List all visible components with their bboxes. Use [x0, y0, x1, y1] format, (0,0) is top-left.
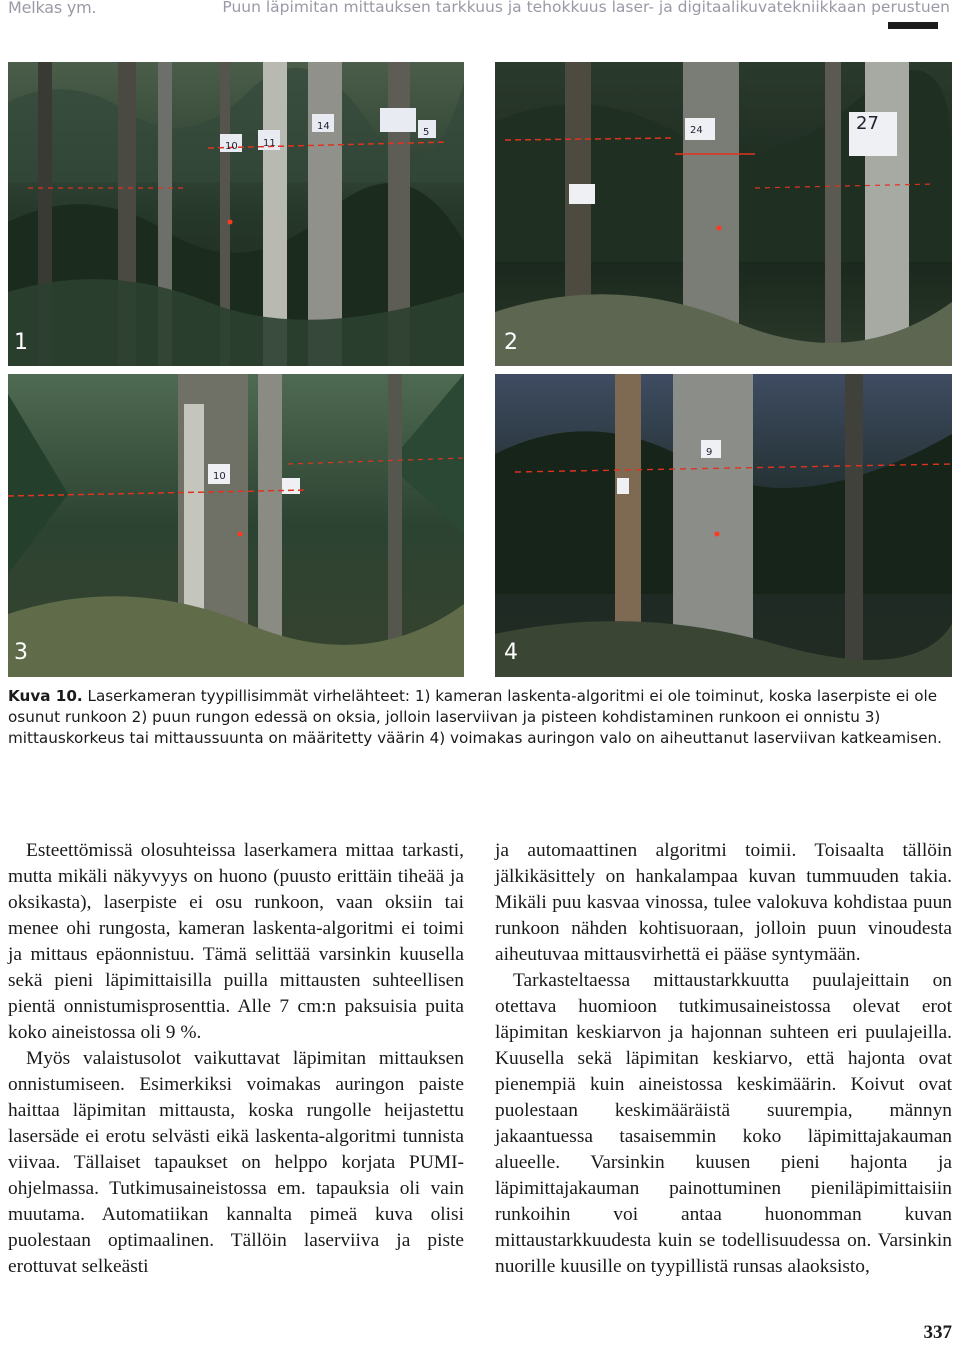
paragraph: Tarkasteltaessa mittaustarkkuutta puulajeittain on otettava huomioon tutkimusaineistossa olevat erot läpimitan keskiarvon ja hajonnan suhteen eri puulajeilla. Kuusella sekä läpimitan keskiarvo, että hajonta ovat pienempiä kuin aineistossa keskimäärin. Koivut ovat puolestaan keskimääräistä suurempia, männyn jakaantuessa tasaisemmin koko läpimittajakauman alueelle. Varsinkin kuusen pieni hajonta ja läpimittajakauman painottuminen pieniläpimittaisiin runkoihin voi antaa huonomman kuvan mittaustarkkuudesta kuin se todellisuudessa on. Varsinkin nuorille kuusille on tyypillistä runsas alaoksisto,: [495, 970, 952, 1277]
figure-caption: [8, 686, 954, 749]
tree-number-tag: 14: [317, 121, 330, 132]
page-number: 337: [923, 1322, 952, 1343]
running-header-authors: Melkas ym.: [8, 0, 97, 17]
tree-number-tag: 27: [856, 113, 879, 134]
body-column-right: [495, 838, 952, 1280]
paragraph: Myös valaistusolot vaikuttavat läpimitan mittauksen onnistumiseen. Esimerkiksi voimakas auringon paiste haittaa läpimitan mittausta, koska rungolle heijastettu lasersäde ei erotu selvästi eikä laskenta-algoritmi tunnista viivaa. Tällaiset tapaukset on helppo korjata PUMI-ohjelmassa. Tutkimusaineistossa em. tapauksia oli vain muutama. Automatiikan kannalta pimeä kuva olisi puolestaan optimaalinen. Tällöin laserviiva ja piste erottuvat selkeästi: [8, 1048, 464, 1277]
paragraph: Esteettömissä olosuhteissa laserkamera mittaa tarkasti, mutta mikäli näkyvyys on huono (puusto erittäin tiheää ja oksikasta), laserpiste ei osu runkoon, vaan oksiin tai menee ohi rungosta, kameran laskenta-algoritmi ei toimi ja mittaus epäonnistuu. Tämä selittää varsinkin kuusella sekä pieni läpimittaisilla puilla mittausten suhteellisen pientä onnistumisprosenttia. Alle 7 cm:n paksuisia puita koko aineistossa oli 9 %.: [8, 840, 464, 1043]
running-header-title: Puun läpimitan mittauksen tarkkuus ja tehokkuus laser- ja digitaalikuvatekniikkaan perustuen: [222, 0, 950, 16]
panel-number-1: 1: [14, 330, 28, 355]
panel-number-4: 4: [504, 640, 518, 665]
tree-number-tag: 9: [706, 447, 713, 458]
tree-number-tag: 10: [213, 471, 226, 482]
tree-number-tag: 10: [225, 141, 238, 152]
photo-panel-2: [495, 62, 952, 366]
body-column-left: [8, 838, 464, 1280]
tree-number-tag: 24: [690, 125, 703, 136]
tree-number-tag: 11: [263, 138, 276, 149]
photo-panel-4: [495, 374, 952, 677]
figure-caption-label: Kuva 10.: [8, 687, 83, 705]
tree-number-tag: 5: [423, 127, 430, 138]
panel-number-3: 3: [14, 640, 28, 665]
figure-caption-text: Laserkameran tyypillisimmät virhelähteet: 1) kameran laskenta-algoritmi ei ole toiminut, koska laserpiste ei ole osunut runkoon 2) puun rungon edessä on oksia, jolloin laserviivan ja pisteen kohdistaminen runkoon ei onnistu 3) mittauskorkeus tai mittaussuunta on määritetty väärin 4) voimakas auringon valo on aiheuttanut laserviivan katkeamisen.: [8, 687, 943, 747]
header-rule: [888, 22, 938, 29]
photo-panel-1: [8, 62, 464, 366]
photo-panel-3: [8, 374, 464, 677]
panel-number-2: 2: [504, 330, 518, 355]
paragraph: ja automaattinen algoritmi toimii. Toisaalta tällöin jälkikäsittely on hankalampaa kuvan tummuuden takia. Mikäli puu kasvaa vinossa, tulee valokuva kohdistaa puun runkoon nähden kohtisuoraan, jolloin puun vinoudesta aiheutuvaa mittausvirhettä ei pääse syntymään.: [495, 840, 952, 965]
